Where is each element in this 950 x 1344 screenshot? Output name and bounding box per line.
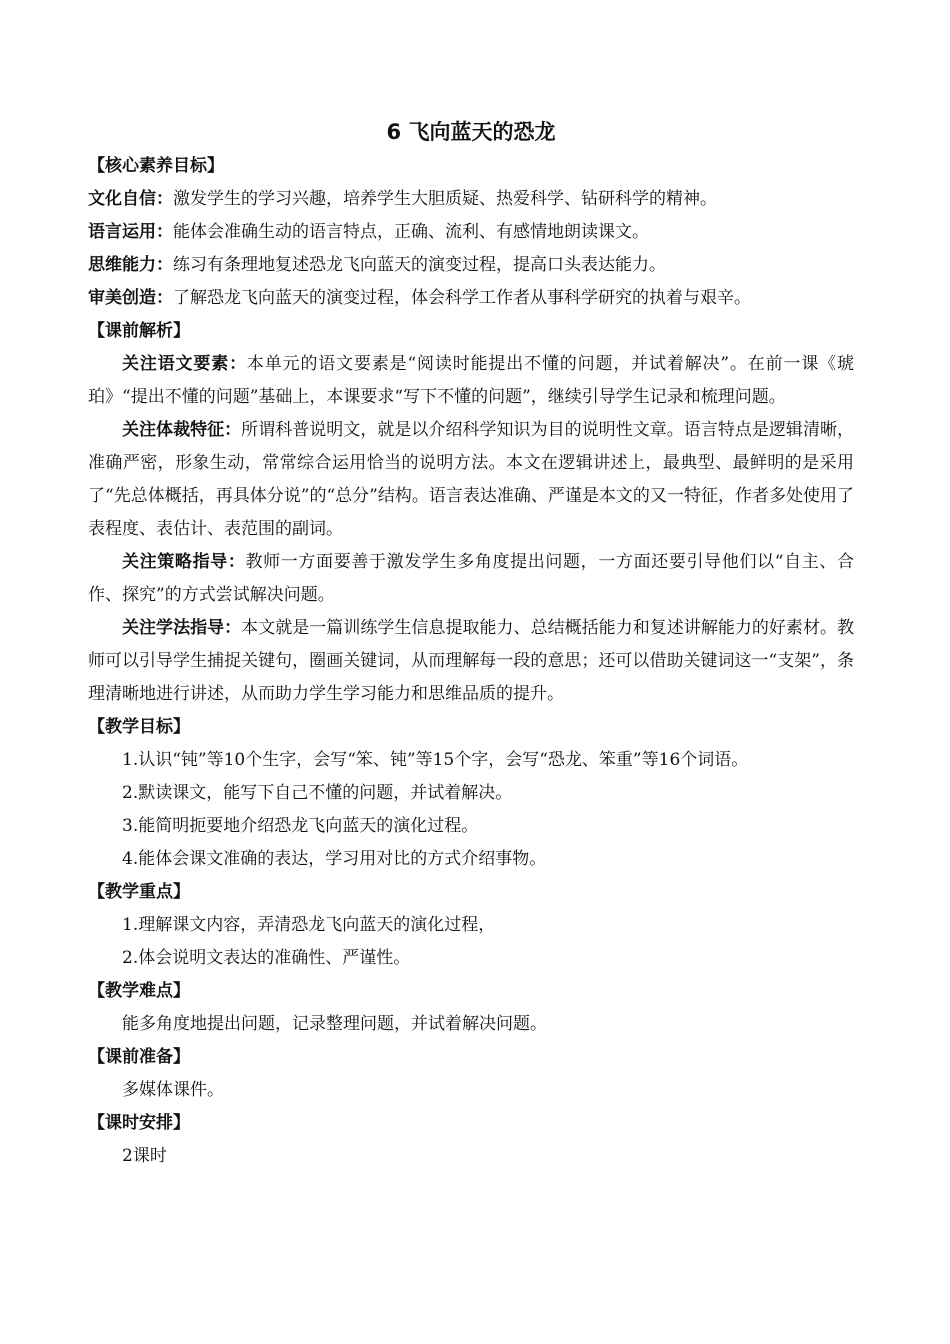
preparation-text: 多媒体课件。 [122, 1080, 224, 1100]
core-goal-item [88, 216, 854, 249]
core-goal-text: 练习有条理地复述恐龙飞向蓝天的演变过程，提高口头表达能力。 [173, 255, 666, 275]
analysis-paragraph [88, 612, 854, 711]
analysis-paragraph [88, 414, 854, 546]
analysis-paragraph [88, 546, 854, 612]
analysis-label: 关注语文要素： [122, 354, 247, 374]
key-point-item: 1.理解课文内容，弄清恐龙飞向蓝天的演化过程， [122, 915, 496, 935]
analysis-label: 关注体裁特征： [122, 420, 242, 440]
core-goal-label: 思维能力： [88, 255, 173, 275]
document-page [88, 112, 854, 1173]
core-goal-item [88, 282, 854, 315]
core-goal-label: 语言运用： [88, 222, 173, 242]
analysis-text: 本单元的语文要素是“阅读时能提出不懂的问题，并试着解决”。在前一课《琥珀》“提出不懂的问题”基础上，本课要求“写下不懂的问题”，继续引导学生记录和梳理问题。 [88, 354, 855, 407]
difficulty-text: 能多角度地提出问题，记录整理问题，并试着解决问题。 [122, 1014, 547, 1034]
analysis-text: 所谓科普说明文，就是以介绍科学知识为目的说明性文章。语言特点是逻辑清晰，准确严密，形象生动，常常综合运用恰当的说明方法。本文在逻辑讲述上，最典型、最鲜明的是采用了“先总体概括，再具体分说”的“总分”结构。语言表达准确、严谨是本文的又一特征，作者多处使用了表程度、表估计、表范围的副词。 [88, 420, 855, 539]
section-heading-preparation: 【课前准备】 [88, 1047, 190, 1067]
core-goal-label: 审美创造： [88, 288, 173, 308]
analysis-paragraph [88, 348, 854, 414]
analysis-label: 关注策略指导： [122, 552, 246, 572]
section-heading-core-goals: 【核心素养目标】 [88, 156, 224, 176]
teaching-goal-item: 1.认识“钝”等10个生字，会写“笨、钝”等15个字，会写“恐龙、笨重”等16个词语。 [122, 750, 749, 770]
core-goal-text: 能体会准确生动的语言特点，正确、流利、有感情地朗读课文。 [173, 222, 649, 242]
document-title: 6 飞向蓝天的恐龙 [386, 120, 556, 144]
core-goal-text: 了解恐龙飞向蓝天的演变过程，体会科学工作者从事科学研究的执着与艰辛。 [173, 288, 751, 308]
key-point-item: 2.体会说明文表达的准确性、严谨性。 [122, 948, 411, 968]
analysis-text: 教师一方面要善于激发学生多角度提出问题，一方面还要引导他们以“自主、合作、探究”的方式尝试解决问题。 [88, 552, 854, 605]
section-heading-pre-analysis: 【课前解析】 [88, 321, 190, 341]
teaching-goal-item: 3.能简明扼要地介绍恐龙飞向蓝天的演化过程。 [122, 816, 479, 836]
core-goal-item [88, 249, 854, 282]
teaching-goal-item: 2.默读课文，能写下自己不懂的问题，并试着解决。 [122, 783, 513, 803]
core-goal-text: 激发学生的学习兴趣，培养学生大胆质疑、热爱科学、钻研科学的精神。 [173, 189, 717, 209]
core-goal-item [88, 183, 854, 216]
teaching-goal-item: 4.能体会课文准确的表达，学习用对比的方式介绍事物。 [122, 849, 547, 869]
core-goal-label: 文化自信： [88, 189, 173, 209]
section-heading-key-points: 【教学重点】 [88, 882, 190, 902]
analysis-label: 关注学法指导： [122, 618, 242, 638]
section-heading-difficulties: 【教学难点】 [88, 981, 190, 1001]
section-heading-schedule: 【课时安排】 [88, 1113, 190, 1133]
analysis-text: 本文就是一篇训练学生信息提取能力、总结概括能力和复述讲解能力的好素材。教师可以引导学生捕捉关键句，圈画关键词，从而理解每一段的意思；还可以借助关键词这一“支架”，条理清晰地进行讲述，从而助力学生学习能力和思维品质的提升。 [88, 618, 855, 704]
section-heading-teaching-goals: 【教学目标】 [88, 717, 190, 737]
schedule-text: 2课时 [122, 1146, 167, 1166]
